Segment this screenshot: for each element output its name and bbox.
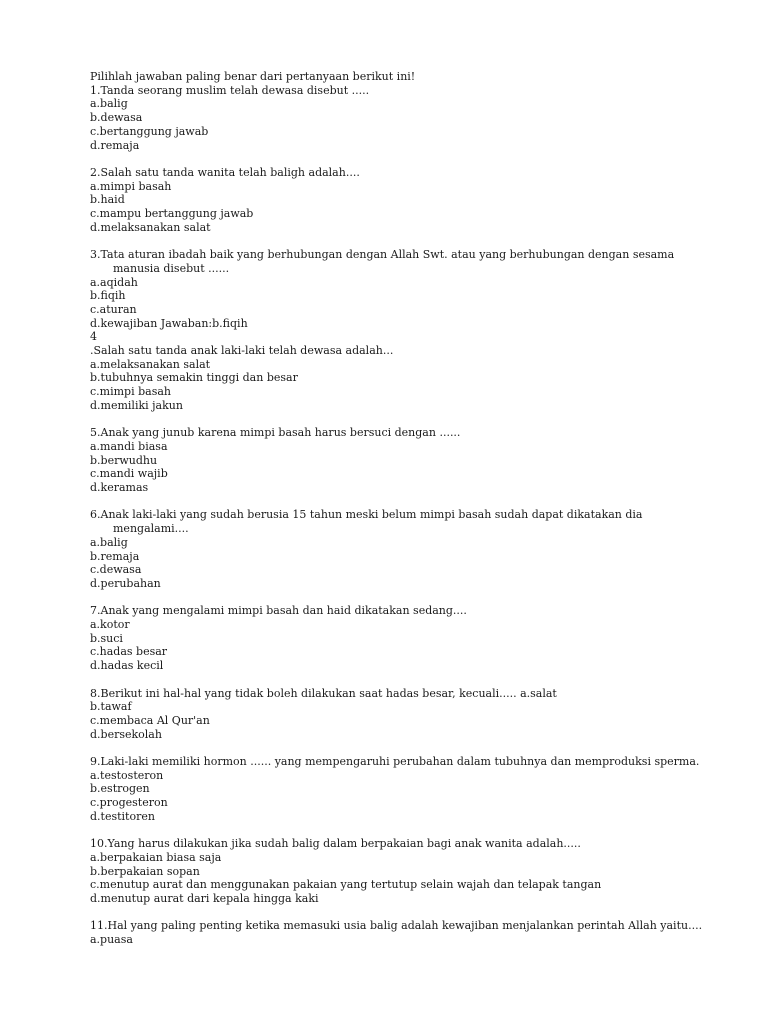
question-6-line-2: mengalami.... (113, 522, 189, 536)
question-10: 10.Yang harus dilakukan jika sudah balig dalam berpakaian bagi anak wanita adalah..... (90, 837, 581, 851)
spacer (90, 234, 678, 248)
question-6-option-d: d.perubahan (90, 576, 161, 590)
question-2: 2.Salah satu tanda wanita telah baligh adalah.... (90, 165, 360, 179)
question-3-option-b: b.fiqih (90, 289, 126, 303)
question-9-option-b: b.estrogen (90, 782, 150, 796)
question-4: .Salah satu tanda anak laki-laki telah dewasa adalah... (90, 344, 394, 358)
question-7-option-b: b.suci (90, 631, 123, 645)
question-1-option-c: c.bertanggung jawab (90, 124, 209, 138)
question-7: 7.Anak yang mengalami mimpi basah dan haid dikatakan sedang.... (90, 604, 467, 618)
question-4-option-d: d.memiliki jakun (90, 398, 183, 412)
question-11: 11.Hal yang paling penting ketika memasuki usia balig adalah kewajiban menjalankan perintah Allah yaitu.... (90, 919, 703, 933)
spacer (90, 152, 678, 166)
question-2-option-b: b.haid (90, 193, 125, 207)
spacer (90, 673, 678, 687)
question-3-line-2: manusia disebut ...... (113, 261, 230, 275)
question-1: 1.Tanda seorang muslim telah dewasa disebut ..... (90, 83, 370, 97)
question-1-option-b: b.dewasa (90, 111, 143, 125)
question-5-option-b: b.berwudhu (90, 453, 158, 467)
question-6-option-a: a.balig (90, 535, 128, 549)
question-3-option-a: a.aqidah (90, 275, 138, 289)
spacer (90, 741, 678, 755)
question-6 (90, 508, 678, 522)
question-3 (90, 248, 678, 262)
question-7-option-d: d.hadas kecil (90, 659, 164, 673)
question-2-option-d: d.melaksanakan salat (90, 220, 211, 234)
spacer (90, 413, 678, 427)
question-5: 5.Anak yang junub karena mimpi basah harus bersuci dengan ...... (90, 426, 461, 440)
spacer (90, 906, 678, 920)
question-3-line-1: 3.Tata aturan ibadah baik yang berhubungan dengan Allah Swt. atau yang berhubungan dengan sesama (90, 248, 675, 262)
question-8-option-b: b.tawaf (90, 700, 132, 714)
document-page (90, 70, 703, 947)
spacer (90, 824, 678, 838)
question-4-option-c: c.mimpi basah (90, 385, 171, 399)
question-10-option-b: b.berpakaian sopan (90, 864, 200, 878)
question-2-option-c: c.mampu bertanggung jawab (90, 207, 254, 221)
question-6-option-b: b.remaja (90, 549, 140, 563)
question-5-option-d: d.keramas (90, 481, 149, 495)
question-10-option-d: d.menutup aurat dari kepala hingga kaki (90, 892, 319, 906)
question-3-option-d: d.kewajiban Jawaban:b.fiqih (90, 316, 248, 330)
question-4-option-b: b.tubuhnya semakin tinggi dan besar (90, 371, 298, 385)
question-10-option-a: a.berpakaian biasa saja (90, 850, 222, 864)
question-11-option-a: a.puasa (90, 933, 133, 947)
question-6-option-c: c.dewasa (90, 563, 142, 577)
question-3-option-c: c.aturan (90, 302, 137, 316)
spacer (90, 591, 678, 605)
question-6-line-1: 6.Anak laki-laki yang sudah berusia 15 tahun meski belum mimpi basah sudah dapat dikatakan dia (90, 508, 643, 522)
question-9: 9.Laki-laki memiliki hormon ...... yang mempengaruhi perubahan dalam tubuhnya dan memproduksi sperma. (90, 755, 700, 769)
question-1-option-d: d.remaja (90, 138, 140, 152)
question-1-option-a: a.balig (90, 97, 128, 111)
question-8-option-d: d.bersekolah (90, 727, 162, 741)
question-2-option-a: a.mimpi basah (90, 179, 172, 193)
question-8: 8.Berikut ini hal-hal yang tidak boleh dilakukan saat hadas besar, kecuali..... a.salat (90, 686, 557, 700)
spacer (90, 495, 678, 509)
question-4-number: 4 (90, 330, 97, 344)
question-9-option-a: a.testosteron (90, 768, 164, 782)
question-10-option-c: c.menutup aurat dan menggunakan pakaian yang tertutup selain wajah dan telapak tangan (90, 878, 602, 892)
question-7-option-c: c.hadas besar (90, 645, 168, 659)
question-7-option-a: a.kotor (90, 618, 130, 632)
question-5-option-a: a.mandi biasa (90, 439, 168, 453)
question-5-option-c: c.mandi wajib (90, 467, 168, 481)
question-9-option-c: c.progesteron (90, 796, 168, 810)
instruction-text: Pilihlah jawaban paling benar dari pertanyaan berikut ini! (90, 70, 416, 83)
question-9-option-d: d.testitoren (90, 809, 155, 823)
question-8-option-c: c.membaca Al Qur'an (90, 713, 210, 727)
question-4-option-a: a.melaksanakan salat (90, 357, 211, 371)
